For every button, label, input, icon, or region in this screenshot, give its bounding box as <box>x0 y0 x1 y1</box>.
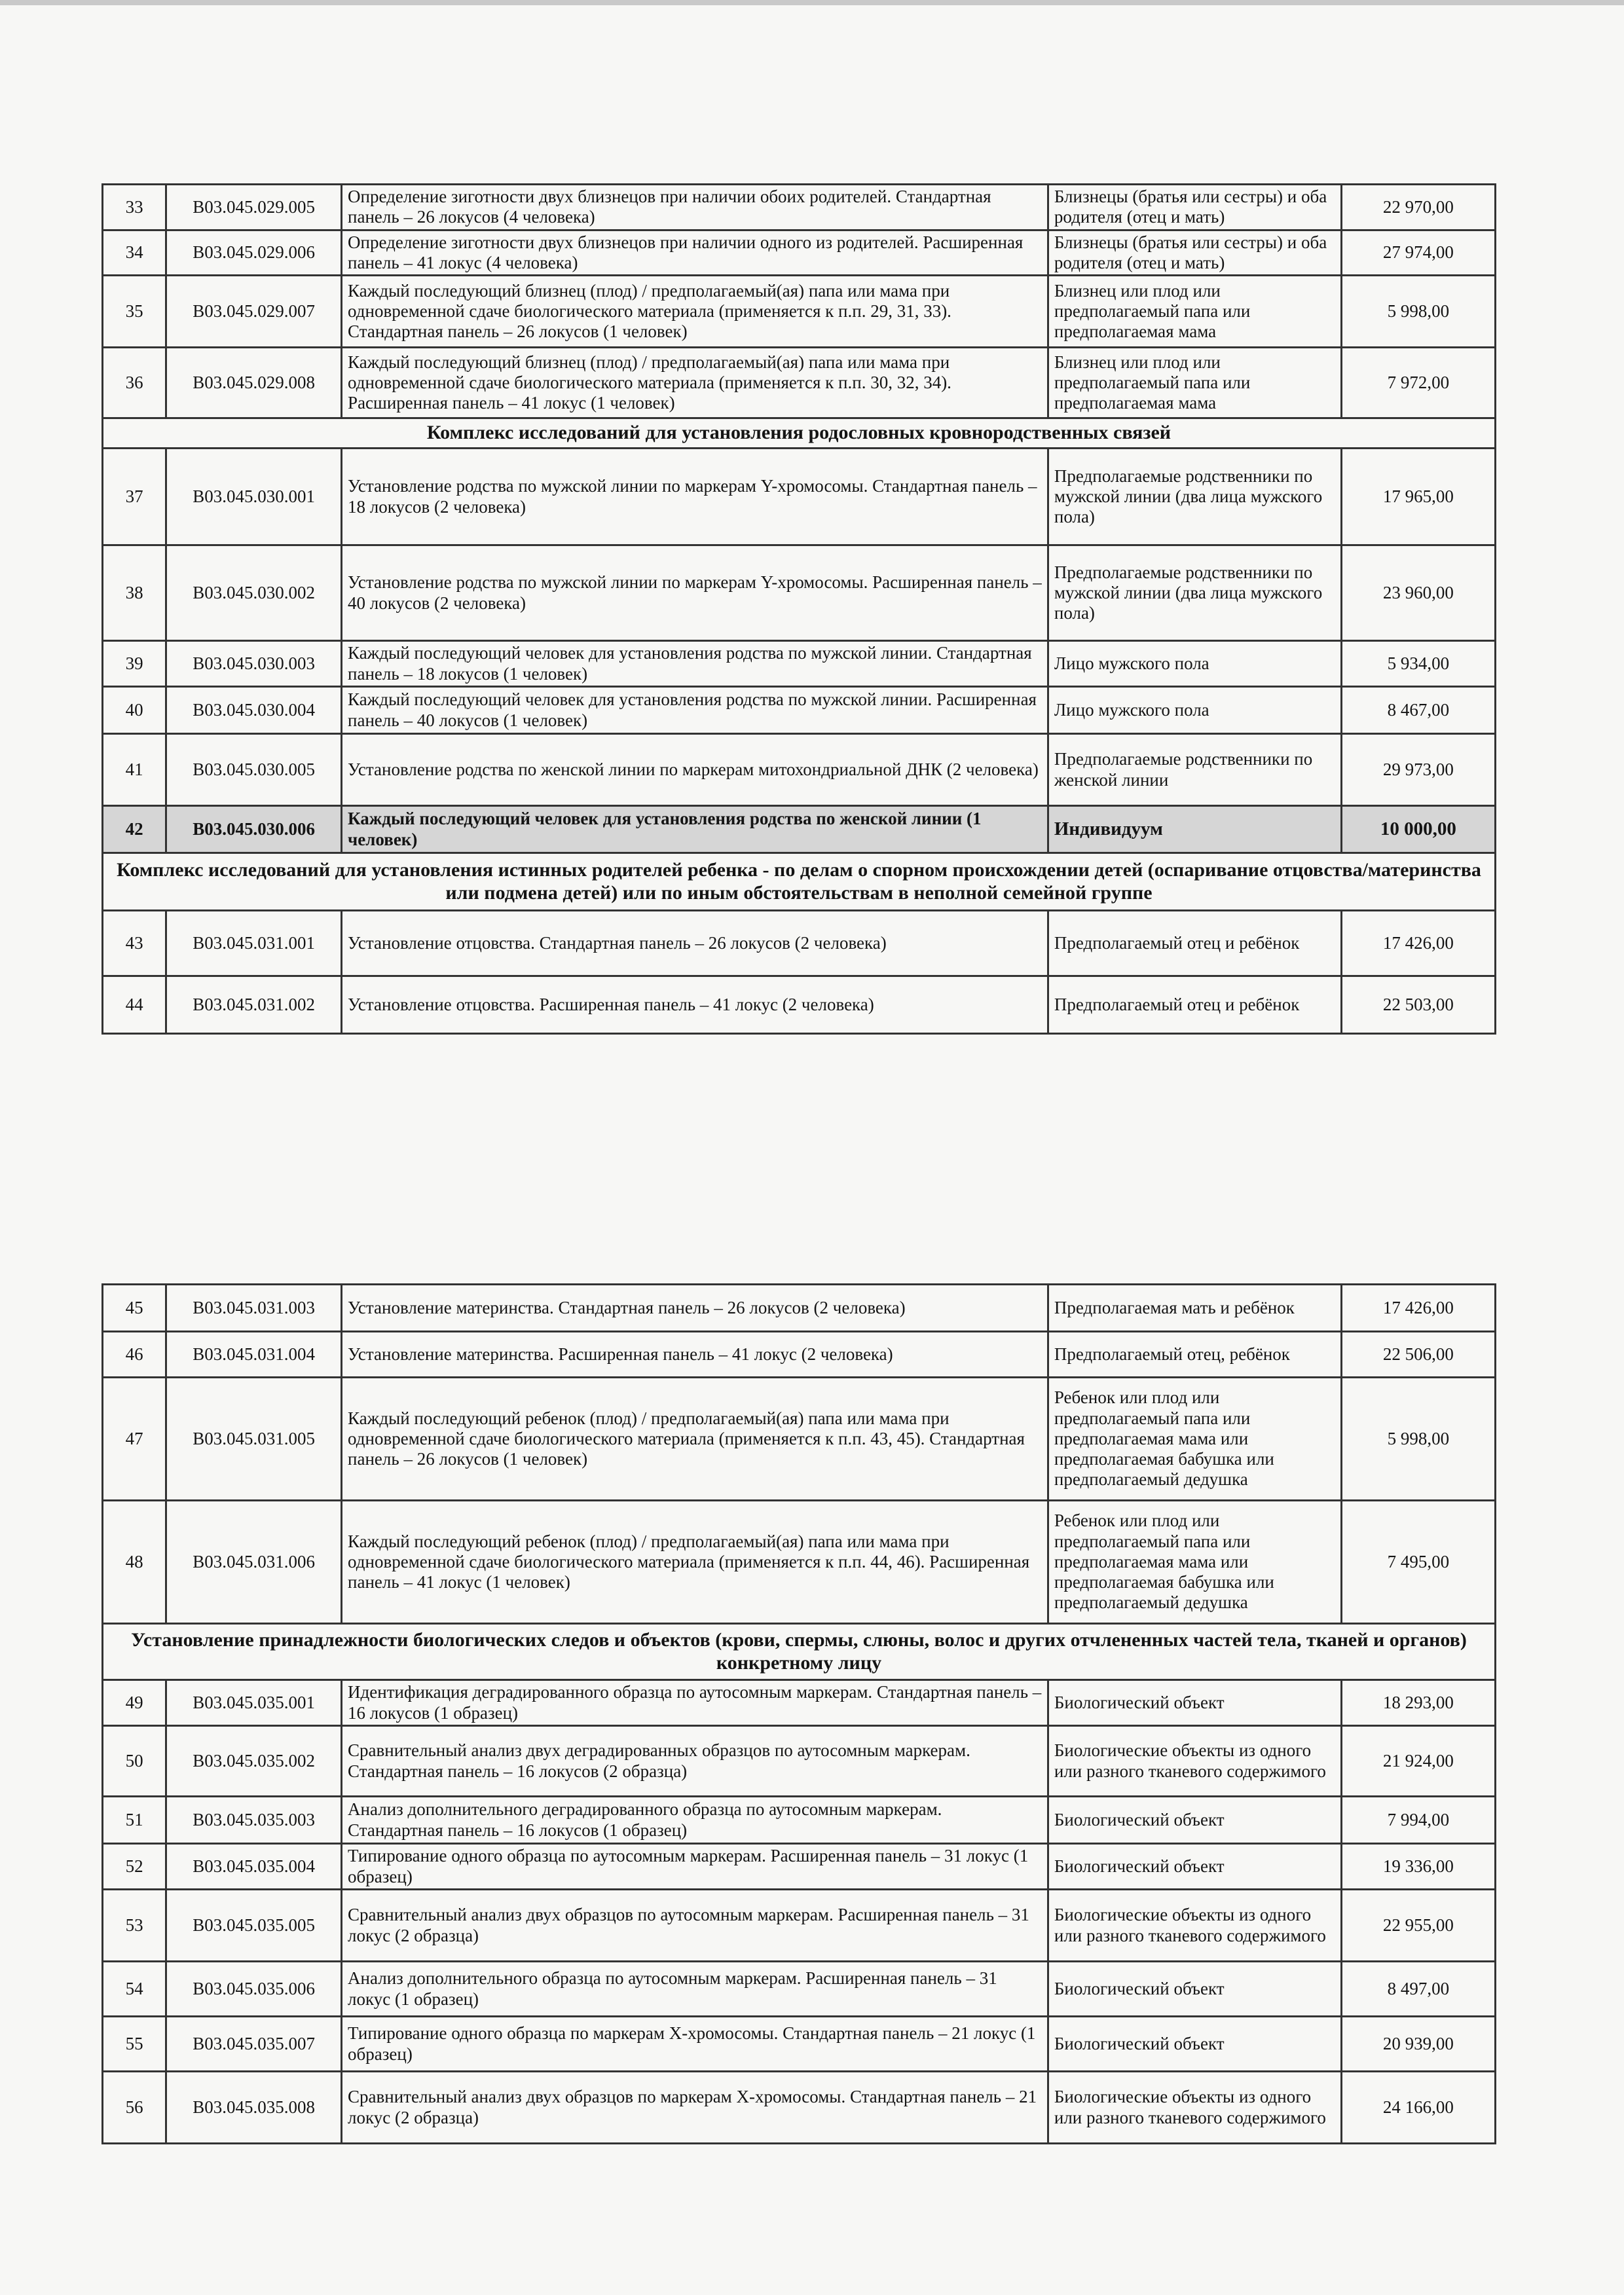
subjects: Предполагаемые родственники по мужской линии (два лица мужского пола) <box>1048 449 1341 545</box>
subjects: Ребенок или плод или предполагаемый папа или предполагаемая мама или предполагаемая бабушка или предполагаемый дедушка <box>1048 1378 1341 1501</box>
row-number: 33 <box>103 185 166 230</box>
service-code: B03.045.035.002 <box>166 1726 342 1797</box>
subjects: Биологический объект <box>1048 1962 1341 2017</box>
price: 29 973,00 <box>1341 734 1495 806</box>
subjects: Близнецы (братья или сестры) и оба родителя (отец и мать) <box>1048 230 1341 276</box>
table-row <box>103 1332 1496 1378</box>
section-heading-row <box>103 418 1496 449</box>
service-code: B03.045.030.002 <box>166 545 342 641</box>
price: 20 939,00 <box>1341 2017 1495 2072</box>
section-heading: Комплекс исследований для установления родословных кровнородственных связей <box>103 418 1496 449</box>
price: 22 503,00 <box>1341 976 1495 1034</box>
section-heading: Установление принадлежности биологических следов и объектов (крови, спермы, слюны, волос и других отчлененных частей тела, тканей и органов) конкретному лицу <box>103 1624 1496 1680</box>
subjects: Биологические объекты из одного или разного тканевого содержимого <box>1048 1726 1341 1797</box>
subjects: Предполагаемая мать и ребёнок <box>1048 1285 1341 1332</box>
price: 17 426,00 <box>1341 911 1495 976</box>
price-table-lower <box>101 1283 1496 2144</box>
row-number: 49 <box>103 1680 166 1726</box>
service-name: Типирование одного образца по аутосомным маркерам. Расширенная панель – 31 локус (1 образец) <box>342 1844 1048 1890</box>
service-name: Анализ дополнительного образца по аутосомным маркерам. Расширенная панель – 31 локус (1 образец) <box>342 1962 1048 2017</box>
row-number: 36 <box>103 348 166 418</box>
price: 7 972,00 <box>1341 348 1495 418</box>
table-row <box>103 348 1496 418</box>
row-number: 35 <box>103 276 166 348</box>
service-code: B03.045.035.004 <box>166 1844 342 1890</box>
price-table-upper <box>101 183 1496 1035</box>
row-number: 40 <box>103 687 166 734</box>
service-name: Идентификация деградированного образца по аутосомным маркерам. Стандартная панель – 16 локусов (1 образец) <box>342 1680 1048 1726</box>
row-number: 52 <box>103 1844 166 1890</box>
service-code: B03.045.030.001 <box>166 449 342 545</box>
price: 19 336,00 <box>1341 1844 1495 1890</box>
service-name: Каждый последующий ребенок (плод) / предполагаемый(ая) папа или мама при одновременной сдаче биологического материала (применяется к п.п. 44, 46). Расширенная панель – 41 локус (1 человек) <box>342 1501 1048 1624</box>
subjects: Предполагаемый отец, ребёнок <box>1048 1332 1341 1378</box>
subjects: Лицо мужского пола <box>1048 687 1341 734</box>
service-code: B03.045.035.003 <box>166 1797 342 1844</box>
subjects: Ребенок или плод или предполагаемый папа или предполагаемая мама или предполагаемая бабушка или предполагаемый дедушка <box>1048 1501 1341 1624</box>
subjects: Биологический объект <box>1048 2017 1341 2072</box>
service-name: Каждый последующий человек для установления родства по женской линии (1 человек) <box>342 806 1048 853</box>
subjects: Биологические объекты из одного или разного тканевого содержимого <box>1048 1890 1341 1962</box>
price: 18 293,00 <box>1341 1680 1495 1726</box>
table-row <box>103 1726 1496 1797</box>
price: 22 970,00 <box>1341 185 1495 230</box>
service-name: Каждый последующий ребенок (плод) / предполагаемый(ая) папа или мама при одновременной сдаче биологического материала (применяется к п.п. 43, 45). Стандартная панель – 26 локусов (1 человек) <box>342 1378 1048 1501</box>
row-number: 48 <box>103 1501 166 1624</box>
service-code: B03.045.035.001 <box>166 1680 342 1726</box>
price: 27 974,00 <box>1341 230 1495 276</box>
table-row <box>103 806 1496 853</box>
subjects: Биологический объект <box>1048 1680 1341 1726</box>
table-row <box>103 1680 1496 1726</box>
service-name: Установление отцовства. Расширенная панель – 41 локус (2 человека) <box>342 976 1048 1034</box>
table-row <box>103 230 1496 276</box>
price: 8 497,00 <box>1341 1962 1495 2017</box>
table-row <box>103 449 1496 545</box>
row-number: 47 <box>103 1378 166 1501</box>
service-name: Установление материнства. Расширенная панель – 41 локус (2 человека) <box>342 1332 1048 1378</box>
price: 7 994,00 <box>1341 1797 1495 1844</box>
service-code: B03.045.035.008 <box>166 2072 342 2144</box>
table-row <box>103 1501 1496 1624</box>
service-code: B03.045.030.005 <box>166 734 342 806</box>
subjects: Предполагаемые родственники по женской линии <box>1048 734 1341 806</box>
price: 23 960,00 <box>1341 545 1495 641</box>
row-number: 41 <box>103 734 166 806</box>
table-row <box>103 1844 1496 1890</box>
price: 17 965,00 <box>1341 449 1495 545</box>
service-name: Каждый последующий человек для установления родства по мужской линии. Стандартная панель – 18 локусов (1 человек) <box>342 641 1048 687</box>
service-name: Определение зиготности двух близнецов при наличии одного из родителей. Расширенная панель – 41 локус (4 человека) <box>342 230 1048 276</box>
subjects: Биологические объекты из одного или разного тканевого содержимого <box>1048 2072 1341 2144</box>
section-heading: Комплекс исследований для установления истинных родителей ребенка - по делам о спорном происхождении детей (оспаривание отцовства/материнства или подмена детей) или по иным обстоятельствам в неполной семейной группе <box>103 853 1496 911</box>
service-code: B03.045.035.005 <box>166 1890 342 1962</box>
row-number: 54 <box>103 1962 166 2017</box>
service-name: Установление материнства. Стандартная панель – 26 локусов (2 человека) <box>342 1285 1048 1332</box>
service-name: Сравнительный анализ двух образцов по аутосомным маркерам. Расширенная панель – 31 локус (2 образца) <box>342 1890 1048 1962</box>
service-name: Каждый последующий близнец (плод) / предполагаемый(ая) папа или мама при одновременной сдаче биологического материала (применяется к п.п. 30, 32, 34). Расширенная панель – 41 локус (1 человек) <box>342 348 1048 418</box>
subjects: Предполагаемые родственники по мужской линии (два лица мужского пола) <box>1048 545 1341 641</box>
service-code: B03.045.031.003 <box>166 1285 342 1332</box>
table-row <box>103 1797 1496 1844</box>
section-heading-row <box>103 1624 1496 1680</box>
row-number: 55 <box>103 2017 166 2072</box>
row-number: 46 <box>103 1332 166 1378</box>
service-code: B03.045.031.004 <box>166 1332 342 1378</box>
price: 5 998,00 <box>1341 276 1495 348</box>
price: 22 506,00 <box>1341 1332 1495 1378</box>
table-row <box>103 185 1496 230</box>
row-number: 34 <box>103 230 166 276</box>
subjects: Близнецы (братья или сестры) и оба родителя (отец и мать) <box>1048 185 1341 230</box>
row-number: 53 <box>103 1890 166 1962</box>
row-number: 56 <box>103 2072 166 2144</box>
price: 21 924,00 <box>1341 1726 1495 1797</box>
scan-top-edge <box>0 0 1624 5</box>
table-row <box>103 687 1496 734</box>
table-row <box>103 1378 1496 1501</box>
table-row <box>103 2072 1496 2144</box>
table-row <box>103 545 1496 641</box>
service-code: B03.045.031.002 <box>166 976 342 1034</box>
service-code: B03.045.031.006 <box>166 1501 342 1624</box>
service-code: B03.045.030.006 <box>166 806 342 853</box>
service-name: Установление родства по мужской линии по маркерам Y-хромосомы. Расширенная панель – 40 локусов (2 человека) <box>342 545 1048 641</box>
table-row <box>103 1962 1496 2017</box>
service-name: Установление отцовства. Стандартная панель – 26 локусов (2 человека) <box>342 911 1048 976</box>
subjects: Лицо мужского пола <box>1048 641 1341 687</box>
table-row <box>103 1890 1496 1962</box>
table-row <box>103 911 1496 976</box>
service-code: B03.045.030.003 <box>166 641 342 687</box>
service-name: Установление родства по женской линии по маркерам митохондриальной ДНК (2 человека) <box>342 734 1048 806</box>
table-row <box>103 641 1496 687</box>
table-row <box>103 976 1496 1034</box>
row-number: 39 <box>103 641 166 687</box>
section-heading-row <box>103 853 1496 911</box>
service-code: B03.045.031.005 <box>166 1378 342 1501</box>
service-code: B03.045.030.004 <box>166 687 342 734</box>
subjects: Предполагаемый отец и ребёнок <box>1048 911 1341 976</box>
subjects: Биологический объект <box>1048 1797 1341 1844</box>
service-name: Сравнительный анализ двух образцов по маркерам X-хромосомы. Стандартная панель – 21 локус (2 образца) <box>342 2072 1048 2144</box>
service-name: Анализ дополнительного деградированного образца по аутосомным маркерам. Стандартная панель – 16 локусов (1 образец) <box>342 1797 1048 1844</box>
price: 8 467,00 <box>1341 687 1495 734</box>
table-row <box>103 1285 1496 1332</box>
subjects: Близнец или плод или предполагаемый папа или предполагаемая мама <box>1048 276 1341 348</box>
subjects: Биологический объект <box>1048 1844 1341 1890</box>
service-name: Определение зиготности двух близнецов при наличии обоих родителей. Стандартная панель – 26 локусов (4 человека) <box>342 185 1048 230</box>
price: 17 426,00 <box>1341 1285 1495 1332</box>
service-code: B03.045.029.006 <box>166 230 342 276</box>
price: 5 998,00 <box>1341 1378 1495 1501</box>
table-row <box>103 2017 1496 2072</box>
price: 10 000,00 <box>1341 806 1495 853</box>
service-code: B03.045.031.001 <box>166 911 342 976</box>
service-code: B03.045.029.007 <box>166 276 342 348</box>
row-number: 50 <box>103 1726 166 1797</box>
table-row <box>103 734 1496 806</box>
row-number: 44 <box>103 976 166 1034</box>
service-name: Каждый последующий человек для установления родства по мужской линии. Расширенная панель – 40 локусов (1 человек) <box>342 687 1048 734</box>
row-number: 43 <box>103 911 166 976</box>
service-name: Каждый последующий близнец (плод) / предполагаемый(ая) папа или мама при одновременной сдаче биологического материала (применяется к п.п. 29, 31, 33). Стандартная панель – 26 локусов (1 человек) <box>342 276 1048 348</box>
price: 22 955,00 <box>1341 1890 1495 1962</box>
table-row <box>103 276 1496 348</box>
service-code: B03.045.029.005 <box>166 185 342 230</box>
row-number: 37 <box>103 449 166 545</box>
subjects: Близнец или плод или предполагаемый папа или предполагаемая мама <box>1048 348 1341 418</box>
service-code: B03.045.035.006 <box>166 1962 342 2017</box>
service-name: Сравнительный анализ двух деградированных образцов по аутосомным маркерам. Стандартная панель – 16 локусов (2 образца) <box>342 1726 1048 1797</box>
price: 24 166,00 <box>1341 2072 1495 2144</box>
row-number: 42 <box>103 806 166 853</box>
price: 7 495,00 <box>1341 1501 1495 1624</box>
service-name: Типирование одного образца по маркерам X-хромосомы. Стандартная панель – 21 локус (1 образец) <box>342 2017 1048 2072</box>
row-number: 38 <box>103 545 166 641</box>
service-name: Установление родства по мужской линии по маркерам Y-хромосомы. Стандартная панель – 18 локусов (2 человека) <box>342 449 1048 545</box>
row-number: 51 <box>103 1797 166 1844</box>
service-code: B03.045.029.008 <box>166 348 342 418</box>
service-code: B03.045.035.007 <box>166 2017 342 2072</box>
row-number: 45 <box>103 1285 166 1332</box>
subjects: Предполагаемый отец и ребёнок <box>1048 976 1341 1034</box>
price: 5 934,00 <box>1341 641 1495 687</box>
subjects: Индивидуум <box>1048 806 1341 853</box>
